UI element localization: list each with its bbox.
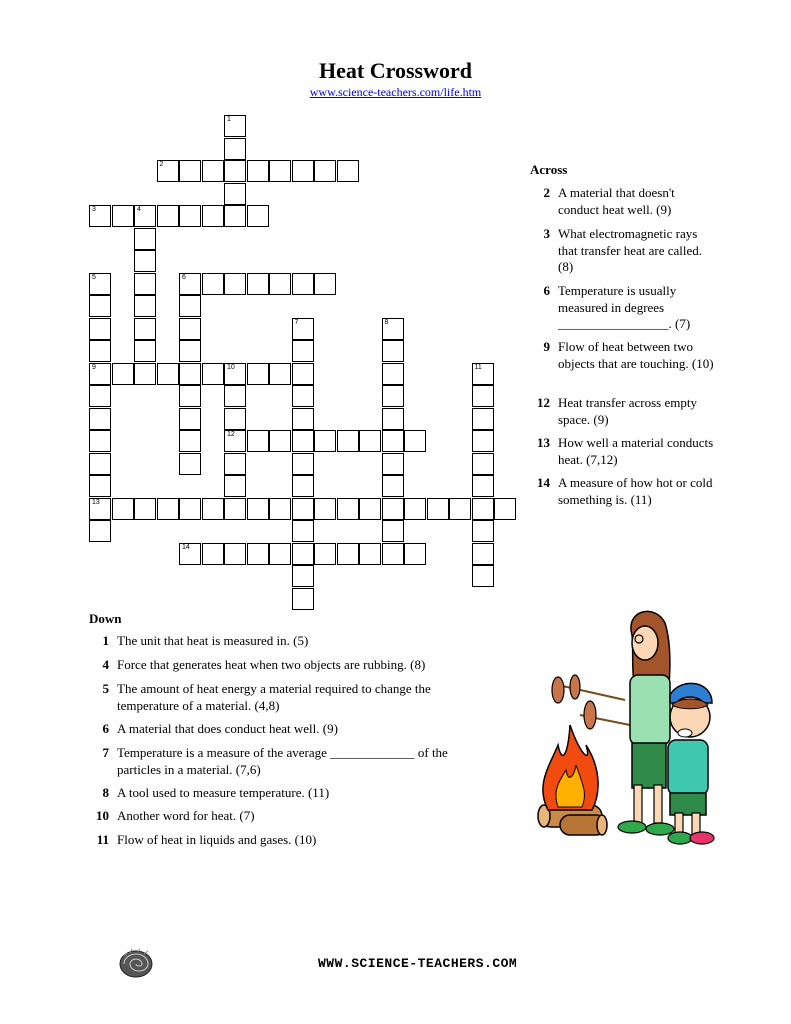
- clue-text: A material that does conduct heat well. (9): [117, 721, 338, 736]
- crossword-cell[interactable]: [472, 565, 494, 587]
- clue-number: 1: [102, 633, 109, 648]
- crossword-cell[interactable]: [89, 453, 111, 475]
- crossword-cell[interactable]: [89, 295, 111, 317]
- crossword-cell[interactable]: [292, 498, 314, 520]
- crossword-cell[interactable]: [382, 363, 404, 385]
- crossword-cell[interactable]: [202, 160, 224, 182]
- crossword-cell[interactable]: [247, 363, 269, 385]
- crossword-cell[interactable]: [314, 160, 336, 182]
- crossword-cell[interactable]: [134, 250, 156, 272]
- crossword-cell[interactable]: [292, 565, 314, 587]
- crossword-cell[interactable]: [224, 273, 246, 295]
- clue-text: The unit that heat is measured in. (5): [117, 633, 309, 648]
- crossword-cell[interactable]: [247, 160, 269, 182]
- footer-site-logo: WWW.SCIENCE-TEACHERS.COM: [318, 956, 518, 971]
- clue-number: 13: [537, 435, 550, 450]
- clue-number: 8: [102, 785, 109, 800]
- clue-number: 7: [102, 745, 109, 760]
- crossword-cell[interactable]: [247, 273, 269, 295]
- cell-number: 1: [227, 116, 231, 123]
- crossword-cell[interactable]: [359, 430, 381, 452]
- cell-number: 10: [227, 363, 235, 371]
- clue-text: Temperature is a measure of the average _____________ of the particles in a material. (7,6): [117, 745, 448, 777]
- crossword-cell[interactable]: [292, 273, 314, 295]
- crossword-cell[interactable]: [404, 498, 426, 520]
- crossword-cell[interactable]: [224, 385, 246, 407]
- fire-icon: [543, 725, 598, 810]
- crossword-cell[interactable]: [224, 430, 246, 452]
- crossword-cell[interactable]: [382, 520, 404, 542]
- crossword-cell[interactable]: [179, 205, 201, 227]
- crossword-cell[interactable]: [134, 228, 156, 250]
- crossword-cell[interactable]: [179, 318, 201, 340]
- ammonite-shell-icon: [118, 948, 154, 978]
- crossword-cell[interactable]: [89, 318, 111, 340]
- crossword-cell[interactable]: [89, 430, 111, 452]
- clue-number: 2: [543, 185, 550, 200]
- crossword-cell[interactable]: [202, 273, 224, 295]
- crossword-cell[interactable]: [292, 430, 314, 452]
- page-title: Heat Crossword: [319, 58, 472, 83]
- crossword-cell[interactable]: [224, 498, 246, 520]
- crossword-cell[interactable]: [314, 543, 336, 565]
- crossword-cell[interactable]: [314, 273, 336, 295]
- clue-number: 6: [102, 721, 109, 736]
- crossword-cell[interactable]: [382, 475, 404, 497]
- crossword-cell[interactable]: [89, 408, 111, 430]
- clue-number: 3: [543, 226, 550, 241]
- crossword-cell[interactable]: [179, 408, 201, 430]
- clue-text: A tool used to measure temperature. (11): [117, 785, 330, 800]
- crossword-cell[interactable]: [179, 363, 201, 385]
- crossword-cell[interactable]: [292, 340, 314, 362]
- crossword-cell[interactable]: [89, 273, 111, 295]
- crossword-cell[interactable]: [382, 408, 404, 430]
- cell-number: 2: [159, 161, 164, 168]
- crossword-cell[interactable]: [89, 340, 111, 362]
- crossword-cell[interactable]: [472, 430, 494, 452]
- crossword-cell[interactable]: [179, 498, 201, 520]
- crossword-cell[interactable]: [382, 498, 404, 520]
- crossword-cell[interactable]: [449, 498, 471, 520]
- crossword-cell[interactable]: [224, 138, 246, 160]
- cell-number: 5: [92, 273, 96, 281]
- crossword-cell[interactable]: [179, 385, 201, 407]
- clue-text: The amount of heat energy a material required to change the temperature of a material. (4,8): [117, 681, 431, 713]
- crossword-cell[interactable]: [134, 273, 156, 295]
- crossword-cell[interactable]: [292, 543, 314, 565]
- crossword-cell[interactable]: [472, 453, 494, 475]
- cell-number: 8: [384, 318, 389, 326]
- clue-text: Force that generates heat when two objects are rubbing. (8): [117, 657, 426, 672]
- crossword-cell[interactable]: [89, 363, 111, 385]
- crossword-cell[interactable]: [134, 295, 156, 317]
- crossword-cell[interactable]: [179, 273, 201, 295]
- crossword-cell[interactable]: [269, 363, 291, 385]
- crossword-cell[interactable]: [247, 430, 269, 452]
- crossword-cell[interactable]: [292, 475, 314, 497]
- crossword-cell[interactable]: [292, 385, 314, 407]
- clue-text: Flow of heat between two objects that are touching. (10): [558, 339, 714, 371]
- clue-number: 4: [102, 657, 109, 672]
- crossword-cell[interactable]: [179, 295, 201, 317]
- crossword-cell[interactable]: [382, 543, 404, 565]
- clue-number: 5: [102, 681, 109, 696]
- clue-text: Temperature is usually measured in degrees _________________. (7): [558, 283, 691, 331]
- crossword-cell[interactable]: [359, 543, 381, 565]
- crossword-cell[interactable]: [472, 385, 494, 407]
- crossword-cell[interactable]: [157, 160, 179, 182]
- crossword-cell[interactable]: [337, 160, 359, 182]
- crossword-cell[interactable]: [472, 408, 494, 430]
- crossword-cell[interactable]: [269, 273, 291, 295]
- cell-number: 12: [227, 431, 235, 438]
- crossword-cell[interactable]: [224, 183, 246, 205]
- crossword-cell[interactable]: [89, 498, 111, 520]
- clue-text: Flow of heat in liquids and gases. (10): [117, 832, 317, 847]
- crossword-cell[interactable]: [179, 543, 201, 565]
- campfire-illustration: [530, 605, 715, 850]
- crossword-cell[interactable]: [157, 363, 179, 385]
- crossword-cell[interactable]: [292, 408, 314, 430]
- crossword-cell[interactable]: [472, 498, 494, 520]
- clue-number: 9: [543, 339, 550, 354]
- crossword-cell[interactable]: [134, 498, 156, 520]
- girl-figure: [618, 611, 674, 835]
- crossword-cell[interactable]: [382, 385, 404, 407]
- crossword-cell[interactable]: [247, 205, 269, 227]
- clue-number: 11: [96, 832, 109, 847]
- crossword-cell[interactable]: [382, 318, 404, 340]
- crossword-cell[interactable]: [112, 498, 134, 520]
- crossword-cell[interactable]: [292, 520, 314, 542]
- clue-text: Heat transfer across empty space. (9): [558, 395, 697, 427]
- cell-number: 6: [182, 273, 186, 281]
- crossword-cell[interactable]: [247, 543, 269, 565]
- crossword-cell[interactable]: [337, 498, 359, 520]
- crossword-cell[interactable]: [157, 205, 179, 227]
- crossword-cell[interactable]: [224, 543, 246, 565]
- crossword-cell[interactable]: [494, 498, 516, 520]
- crossword-cell[interactable]: [202, 363, 224, 385]
- crossword-cell[interactable]: [89, 205, 111, 227]
- crossword-cell[interactable]: [404, 430, 426, 452]
- crossword-cell[interactable]: [247, 498, 269, 520]
- crossword-cell[interactable]: [382, 453, 404, 475]
- crossword-cell[interactable]: [337, 543, 359, 565]
- crossword-cell[interactable]: [179, 160, 201, 182]
- cell-number: 9: [92, 363, 96, 371]
- crossword-cell[interactable]: [224, 160, 246, 182]
- cell-number: 11: [474, 363, 482, 371]
- crossword-cell[interactable]: [224, 115, 246, 137]
- clue-number: 10: [96, 808, 109, 823]
- crossword-cell[interactable]: [382, 430, 404, 452]
- crossword-cell[interactable]: [269, 543, 291, 565]
- clue-text: What electromagnetic rays that transfer heat are called. (8): [558, 226, 702, 274]
- crossword-cell[interactable]: [224, 453, 246, 475]
- clue-number: 14: [537, 475, 550, 490]
- crossword-cell[interactable]: [269, 430, 291, 452]
- crossword-cell[interactable]: [89, 520, 111, 542]
- crossword-cell[interactable]: [224, 363, 246, 385]
- crossword-cell[interactable]: [202, 498, 224, 520]
- crossword-cell[interactable]: [337, 430, 359, 452]
- crossword-cell[interactable]: [269, 160, 291, 182]
- cell-number: 3: [92, 206, 96, 213]
- crossword-cell[interactable]: [292, 160, 314, 182]
- crossword-cell[interactable]: [134, 363, 156, 385]
- crossword-cell[interactable]: [472, 543, 494, 565]
- crossword-cell[interactable]: [134, 205, 156, 227]
- crossword-cell[interactable]: [134, 318, 156, 340]
- crossword-cell[interactable]: [89, 475, 111, 497]
- crossword-cell[interactable]: [112, 205, 134, 227]
- crossword-cell[interactable]: [179, 453, 201, 475]
- crossword-cell[interactable]: [202, 205, 224, 227]
- crossword-cell[interactable]: [157, 498, 179, 520]
- crossword-cell[interactable]: [472, 520, 494, 542]
- crossword-cell[interactable]: [404, 543, 426, 565]
- cell-number: 14: [182, 543, 190, 551]
- crossword-cell[interactable]: [472, 475, 494, 497]
- crossword-cell[interactable]: [292, 363, 314, 385]
- crossword-cell[interactable]: [427, 498, 449, 520]
- clue-number: 6: [543, 283, 550, 298]
- cell-number: 4: [137, 206, 141, 213]
- clue-number: 12: [537, 395, 550, 410]
- down-heading: Down: [89, 611, 122, 626]
- boy-figure: [668, 683, 714, 844]
- crossword-cell[interactable]: [292, 453, 314, 475]
- crossword-cell[interactable]: [382, 340, 404, 362]
- crossword-cell[interactable]: [224, 408, 246, 430]
- cell-number: 13: [92, 498, 100, 506]
- clue-text: How well a material conducts heat. (7,12): [558, 435, 714, 467]
- clue-text: A material that doesn't conduct heat well. (9): [558, 185, 675, 217]
- hotdog-stick-icon: [552, 675, 630, 729]
- crossword-cell[interactable]: [134, 340, 156, 362]
- across-heading: Across: [530, 162, 568, 177]
- clue-text: Another word for heat. (7): [117, 808, 255, 823]
- cell-number: 7: [294, 318, 299, 326]
- crossword-cell[interactable]: [224, 205, 246, 227]
- crossword-cell[interactable]: [292, 588, 314, 610]
- crossword-cell[interactable]: [89, 385, 111, 407]
- clue-text: A measure of how hot or cold something is. (11): [558, 475, 713, 507]
- crossword-cell[interactable]: [314, 498, 336, 520]
- crossword-cell[interactable]: [269, 498, 291, 520]
- crossword-cell[interactable]: [112, 363, 134, 385]
- crossword-cell[interactable]: [292, 318, 314, 340]
- crossword-cell[interactable]: [472, 363, 494, 385]
- crossword-cell[interactable]: [179, 340, 201, 362]
- crossword-cell[interactable]: [359, 498, 381, 520]
- crossword-cell[interactable]: [179, 430, 201, 452]
- crossword-cell[interactable]: [224, 475, 246, 497]
- crossword-cell[interactable]: [314, 430, 336, 452]
- source-link[interactable]: www.science-teachers.com/life.htm: [309, 85, 482, 99]
- crossword-cell[interactable]: [202, 543, 224, 565]
